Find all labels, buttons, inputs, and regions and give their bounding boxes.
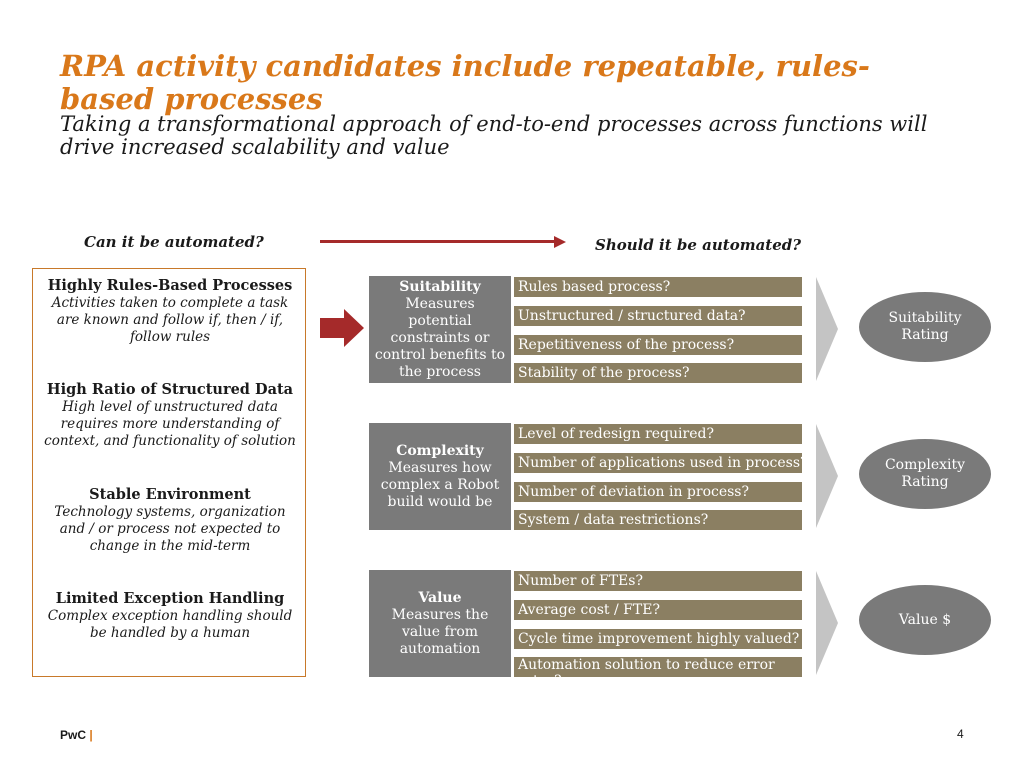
rating-label: Complexity: [884, 457, 966, 473]
chevron-right-icon: [816, 571, 838, 675]
question-bar: Level of redesign required?: [514, 424, 802, 444]
slide-subtitle: Taking a transformational approach of end-to-end processes across functions will drive increased scalability and value: [60, 112, 928, 159]
rating-label: Rating: [901, 474, 949, 490]
criterion-heading: Highly Rules-Based Processes: [47, 277, 293, 294]
suitability-rating: [859, 292, 991, 362]
category-description: Measures the value from automation: [391, 606, 489, 657]
question-should-automate: Should it be automated?: [595, 236, 802, 254]
question-bar: Automation solution to reduce error rates?: [514, 657, 802, 677]
question-can-automate: Can it be automated?: [84, 233, 264, 251]
criterion-rules-based: [41, 277, 299, 346]
right-arrow-icon: [320, 309, 364, 347]
question-bar: Number of deviation in process?: [514, 482, 802, 502]
category-description: Measures how complex a Robot build would be: [380, 459, 500, 510]
question-bar: Number of applications used in process?: [514, 453, 802, 473]
rating-label: Value $: [898, 611, 952, 628]
criteria-panel: [32, 268, 306, 677]
question-bar: Number of FTEs?: [514, 571, 802, 591]
chevron-right-icon: [816, 277, 838, 381]
page-number: 4: [957, 727, 964, 741]
criterion-stable-environment: [41, 486, 299, 555]
question-bar: Average cost / FTE?: [514, 600, 802, 620]
footer-brand: [60, 728, 93, 742]
question-bar: System / data restrictions?: [514, 510, 802, 530]
question-bar: Unstructured / structured data?: [514, 306, 802, 326]
category-suitability: [369, 276, 511, 383]
category-title: Suitability: [399, 278, 481, 295]
complexity-rating: [859, 439, 991, 509]
criterion-heading: High Ratio of Structured Data: [46, 381, 294, 398]
criterion-exception-handling: [41, 590, 299, 642]
criterion-heading: Limited Exception Handling: [55, 590, 285, 607]
rating-label: Rating: [901, 327, 949, 343]
criterion-description: Technology systems, organization and / or process not expected to change in the mid-term: [54, 504, 286, 554]
value-rating: [859, 585, 991, 655]
criterion-structured-data: [41, 381, 299, 450]
criterion-heading: Stable Environment: [89, 486, 251, 503]
criterion-description: High level of unstructured data requires more understanding of context, and functionality of solution: [44, 399, 296, 449]
question-bar: Rules based process?: [514, 277, 802, 297]
question-bar: Repetitiveness of the process?: [514, 335, 802, 355]
category-complexity: [369, 423, 511, 530]
footer-separator: |: [89, 728, 93, 742]
brand-logo-text: PwC: [60, 728, 87, 742]
category-title: Complexity: [396, 442, 484, 459]
chevron-right-icon: [816, 424, 838, 528]
category-description: Measures potential constraints or control benefits to the process: [374, 295, 506, 380]
criterion-description: Complex exception handling should be handled by a human: [47, 608, 293, 641]
flow-arrow-icon: [554, 236, 566, 248]
question-bar: Stability of the process?: [514, 363, 802, 383]
category-title: Value: [418, 589, 462, 606]
question-bar: Cycle time improvement highly valued?: [514, 629, 802, 649]
slide-title: RPA activity candidates include repeatable, rules-based processes: [60, 49, 870, 116]
rating-label: Suitability: [888, 310, 962, 326]
category-value: [369, 570, 511, 677]
criterion-description: Activities taken to complete a task are known and follow if, then / if, follow rules: [51, 295, 289, 345]
flow-arrow-line: [320, 240, 556, 243]
